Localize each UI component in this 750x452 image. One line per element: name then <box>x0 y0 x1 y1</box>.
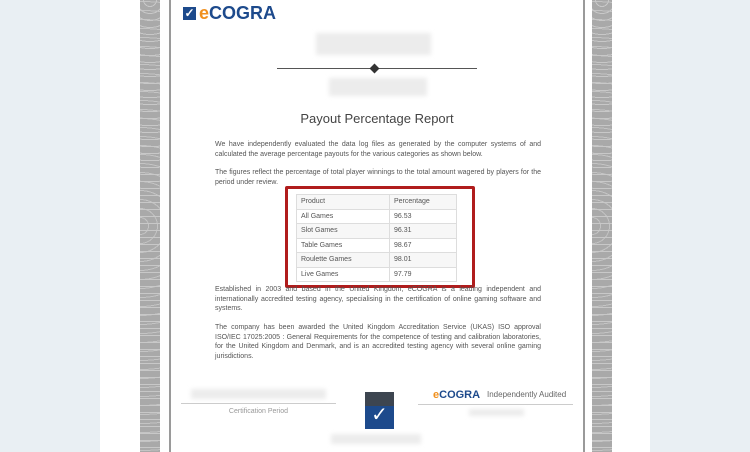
product-cell: All Games <box>297 209 390 224</box>
figures-paragraph: The figures reflect the percentage of total player winnings to the total amount wagered by players for the period under review. <box>215 169 541 186</box>
independently-audited-label: Independently Audited <box>487 390 567 399</box>
certificate-page <box>169 0 585 452</box>
percentage-cell: 96.53 <box>390 209 457 224</box>
payout-table <box>296 194 457 282</box>
divider <box>418 404 573 405</box>
header-percentage: Percentage <box>390 195 457 210</box>
table-row <box>297 224 457 239</box>
logo-prefix: e <box>199 3 210 23</box>
checkmark-icon: ✓ <box>184 6 195 20</box>
logo-name: COGRA <box>209 3 277 23</box>
diamond-icon <box>370 64 380 74</box>
decorative-border-left <box>140 0 160 452</box>
header-product: Product <box>297 195 390 210</box>
percentage-cell: 96.31 <box>390 224 457 239</box>
redacted-date <box>329 78 427 96</box>
percentage-cell: 97.79 <box>390 267 457 282</box>
table-header <box>297 195 457 210</box>
product-cell: Slot Games <box>297 224 390 239</box>
table-row <box>297 267 457 282</box>
table-row <box>297 209 457 224</box>
accreditation-paragraph: The company has been awarded the United Kingdom Accreditation Service (UKAS) ISO approval ISO/IEC 17025:2005 : General Requirements for the competence of testing and calibration laboratories, for the United Kingdom and Denmark, and is an accredited testing agency with several online gaming jurisdictions. <box>215 324 541 360</box>
redacted-casino-name <box>316 33 431 55</box>
product-cell: Table Games <box>297 238 390 253</box>
percentage-cell: 98.67 <box>390 238 457 253</box>
table-row <box>297 238 457 253</box>
report-title: Payout Percentage Report <box>300 111 454 126</box>
decorative-border-right <box>592 0 612 452</box>
highlighted-payout-table <box>285 186 475 288</box>
about-paragraph: Established in 2003 and based in the United Kingdom, eCOGRA is a leading independent and internationally accredited testing agency, specialising in the certification of online gaming software and systems. <box>215 286 541 313</box>
product-cell: Roulette Games <box>297 253 390 268</box>
redacted-signature <box>331 434 421 444</box>
ecogra-logo <box>183 3 276 24</box>
redacted-period <box>191 389 326 399</box>
ecogra-audited-logo: eCOGRA <box>433 389 481 401</box>
product-cell: Live Games <box>297 267 390 282</box>
intro-paragraph: We have independently evaluated the data log files as generated by the computer systems of and calculated the average percentage payouts for the various categories as shown below. <box>215 141 541 158</box>
percentage-cell: 98.01 <box>390 253 457 268</box>
certification-period-label: Certification Period <box>228 408 289 415</box>
table-row <box>297 253 457 268</box>
ecogra-seal-icon: ✓ <box>365 392 394 429</box>
divider <box>181 403 336 404</box>
redacted-audit-id <box>469 409 524 416</box>
